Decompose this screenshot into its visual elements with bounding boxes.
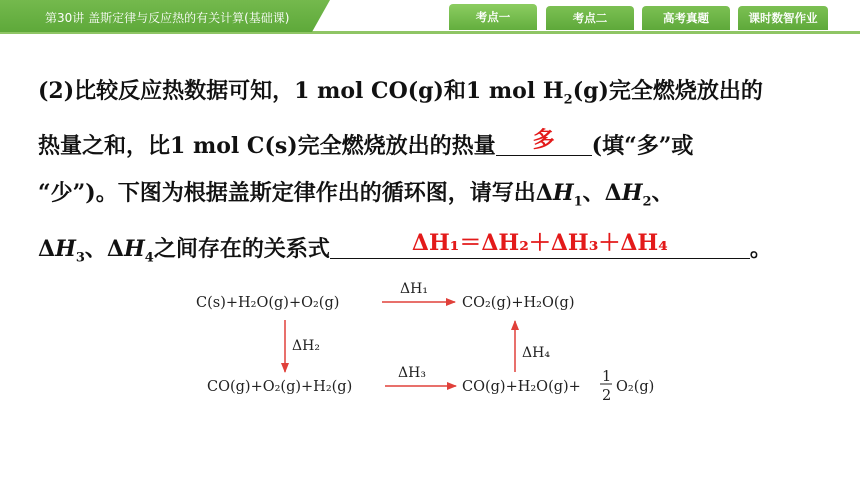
question-line-4: $\Delta H_3$、$\Delta H_4$之间存在的关系式 ΔH₁＝ΔH₂＋ΔH₃＋ΔH₄ 。 — [38, 226, 828, 281]
node-bottom-right: CO(g)+H₂O(g)+ — [462, 379, 581, 395]
tab-gaokao-zhenti[interactable] — [642, 6, 730, 30]
text-segment: “少”)。下图为根据盖斯定律作出的循环图，请写出 — [38, 180, 536, 207]
question-line-3: “少”)。下图为根据盖斯定律作出的循环图，请写出$\Delta H_1$、$\Delta H_2$、 — [38, 180, 674, 210]
question-line-1 — [38, 68, 828, 123]
lesson-title: 第30讲 盖斯定律与反应热的有关计算(基础课) — [45, 11, 290, 25]
node-bottom-left: CO(g)+O₂(g)+H₂(g) — [207, 379, 353, 395]
text-segment: (填“多”或 — [591, 133, 694, 160]
fraction-denominator: 2 — [602, 388, 612, 404]
fraction-numerator: 1 — [602, 369, 612, 385]
subscript: 2 — [563, 92, 573, 108]
answer-blank-1 — [496, 129, 592, 156]
label-dh4: ΔH₄ — [522, 345, 550, 361]
text-segment: 。 — [749, 235, 772, 262]
text-segment: (2)比较反应热数据可知，1 mol CO(g)和1 mol H — [38, 78, 564, 104]
tab-kaodian-2[interactable] — [546, 6, 634, 30]
text-segment: (g)完全燃烧放出的 — [572, 78, 763, 104]
question-text — [38, 68, 828, 281]
top-bar — [0, 0, 860, 36]
answer-blank-2 — [330, 229, 750, 259]
tab-label: 考点二 — [572, 11, 608, 25]
label-dh2: ΔH₂ — [292, 338, 320, 354]
answer-1: 多 — [532, 127, 555, 154]
text-segment: 热量之和，比1 mol C(s)完全燃烧放出的热量 — [38, 133, 496, 160]
label-dh1: ΔH₁ — [400, 281, 428, 297]
tab-label: 课时数智作业 — [748, 11, 818, 25]
tab-kaodian-1[interactable] — [449, 4, 537, 30]
answer-2: ΔH₁＝ΔH₂＋ΔH₃＋ΔH₄ — [411, 229, 668, 256]
tab-keshi-zuoye[interactable] — [738, 6, 828, 30]
node-bottom-right-tail: O₂(g) — [616, 379, 655, 395]
node-top-left: C(s)+H₂O(g)+O₂(g) — [196, 295, 340, 311]
question-line-2 — [38, 123, 828, 170]
tab-label: 高考真题 — [663, 11, 709, 25]
label-dh3: ΔH₃ — [398, 365, 426, 381]
node-top-right: CO₂(g)+H₂O(g) — [462, 295, 575, 311]
tab-label: 考点一 — [475, 10, 511, 24]
text-segment: 之间存在的关系式 — [153, 235, 330, 262]
